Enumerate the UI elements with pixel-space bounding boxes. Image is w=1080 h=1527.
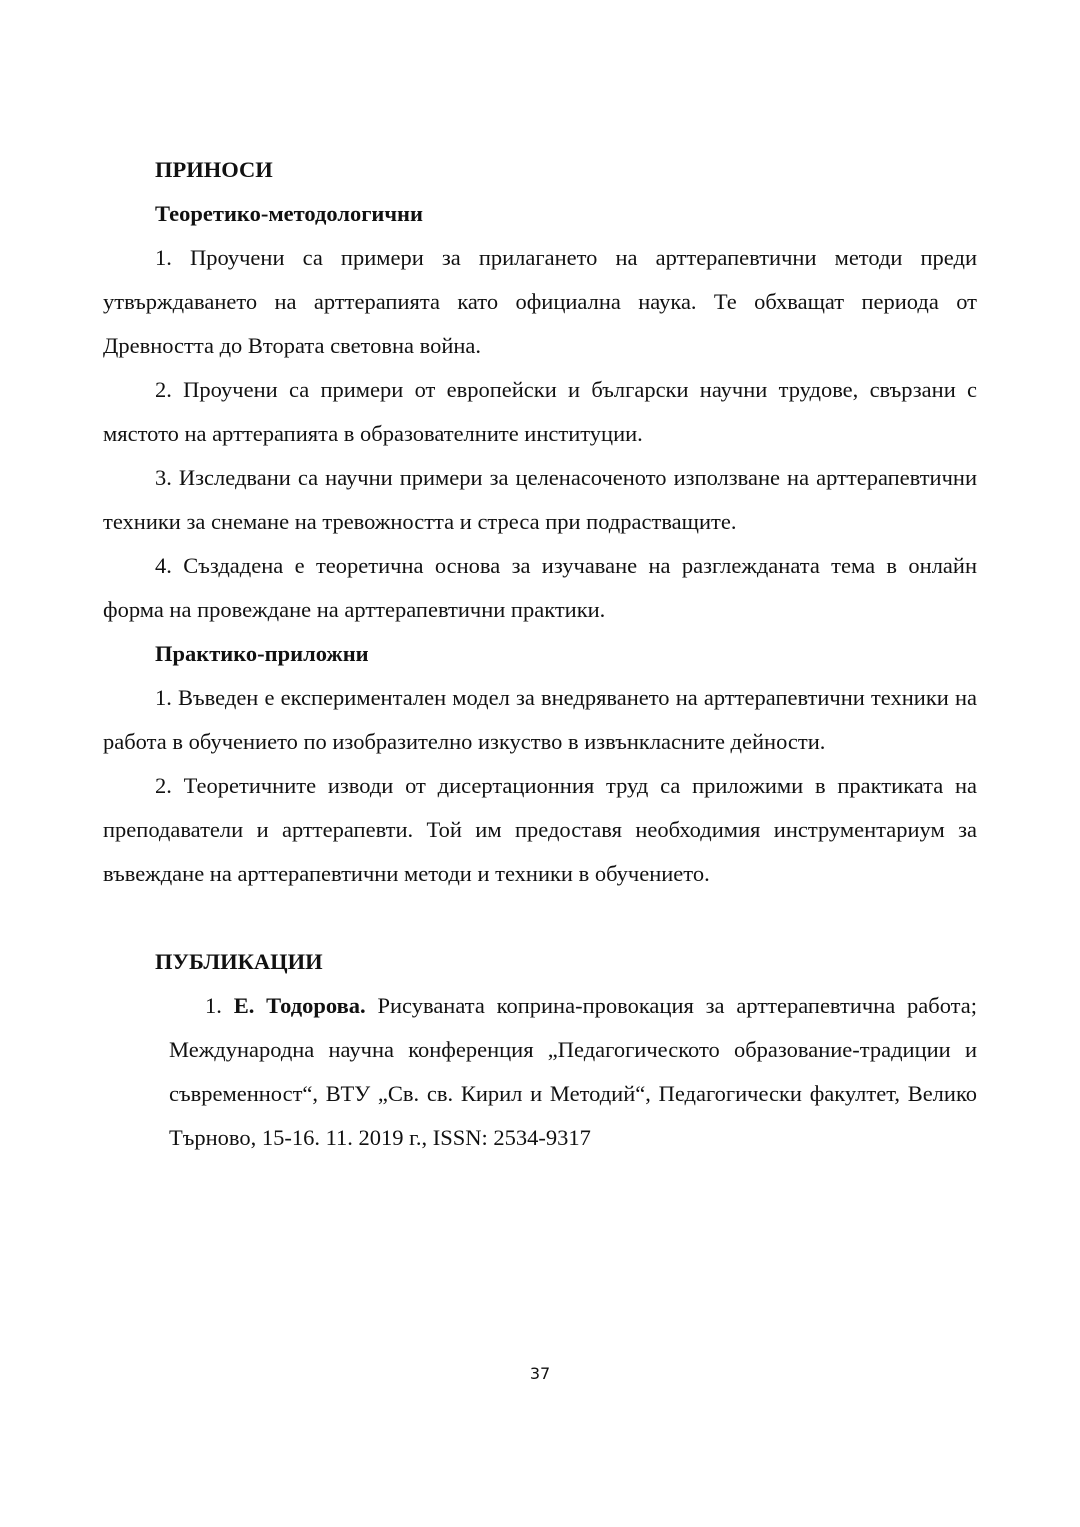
page-content xyxy=(103,148,977,1160)
theoretical-item-1: 1. Проучени са примери за прилагането на арттерапевтични методи преди утвърждаването на арттерапията като официална наука. Те обхващат периода от Древността до Втората световна война. xyxy=(103,245,977,358)
publication-author: Е. Тодорова. xyxy=(233,993,366,1018)
publication-number: 1. xyxy=(205,993,222,1018)
practical-item-2: 2. Теоретичните изводи от дисертационния труд са приложими в практиката на преподаватели и арттерапевти. Той им предоставя необходимия инструментариум за въвеждане на арттерапевтични методи и техники в обучението. xyxy=(103,773,977,886)
publication-text: Рисуваната коприна-провокация за арттерапевтична работа; Международна научна конференция „Педагогическото образование-традиции и съвременност“, ВТУ „Св. св. Кирил и Методий“, Педагогически факултет, Велико Търново, 15-16. 11. 2019 г., ISSN: 2534-9317 xyxy=(169,993,978,1150)
publication-item xyxy=(169,984,977,1160)
theoretical-subheading: Теоретико-методологични xyxy=(155,201,423,226)
contributions-heading: ПРИНОСИ xyxy=(155,157,273,182)
page-number: 37 xyxy=(529,1364,551,1383)
theoretical-item-4: 4. Създадена е теоретична основа за изучаване на разглежданата тема в онлайн форма на провеждане на арттерапевтични практики. xyxy=(103,553,977,622)
practical-item-1: 1. Въведен е експериментален модел за внедряването на арттерапевтични техники на работа в обучението по изобразително изкуство в извънкласните дейности. xyxy=(103,685,977,754)
theoretical-item-2: 2. Проучени са примери от европейски и български научни трудове, свързани с мястото на арттерапията в образователните институции. xyxy=(103,377,977,446)
practical-subheading: Практико-приложни xyxy=(155,641,369,666)
theoretical-item-3: 3. Изследвани са научни примери за целенасоченото използване на арттерапевтични техники за снемане на тревожността и стреса при подрастващите. xyxy=(103,465,977,534)
publications-list xyxy=(103,984,977,1160)
publications-heading: ПУБЛИКАЦИИ xyxy=(155,949,323,974)
section-spacer xyxy=(103,896,977,940)
